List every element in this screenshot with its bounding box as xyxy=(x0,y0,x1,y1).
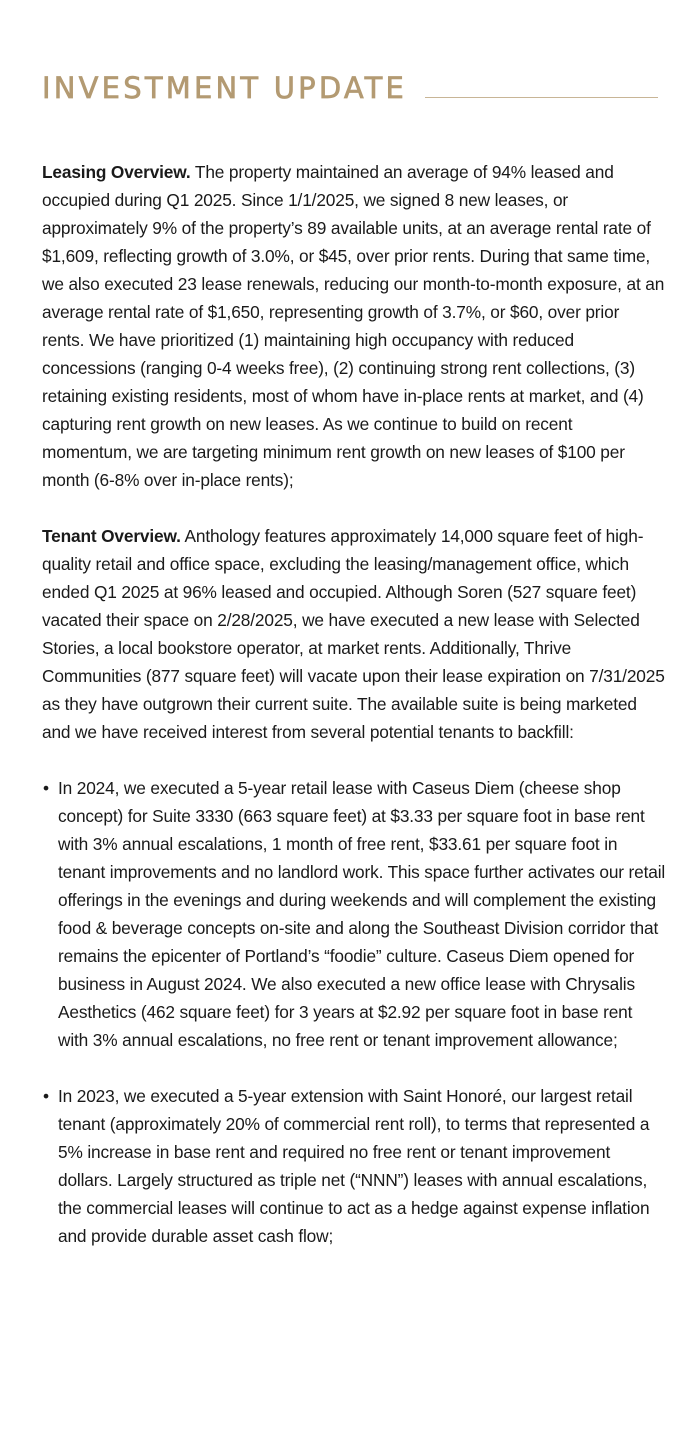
bullet-icon: • xyxy=(43,778,49,798)
page-header xyxy=(42,68,658,108)
leasing-overview-text: The property maintained an average of 94% leased and occupied during Q1 2025. Since 1/1/2025, we signed 8 new leases, or approximately 9% of the property’s 89 available units, at an average rental rate of $1,609, reflecting growth of 3.0%, or $45, over prior rents. During that same time, we also executed 23 lease renewals, reducing our month-to-month exposure, at an average rental rate of $1,650, representing growth of 3.7%, or $60, over prior rents. We have prioritized (1) maintaining high occupancy with reduced concessions (ranging 0-4 weeks free), (2) continuing strong rent collections, (3) retaining existing residents, most of whom have in-place rents at market, and (4) capturing rent growth on new leases. As we continue to build on recent momentum, we are targeting minimum rent growth on new leases of $100 per month (6-8% over in-place rents); xyxy=(42,162,665,490)
title-divider-rule xyxy=(425,97,658,98)
list-item xyxy=(42,1082,666,1250)
document-body xyxy=(42,158,666,1278)
tenant-overview-paragraph xyxy=(42,522,666,746)
bullet-icon: • xyxy=(43,1086,49,1106)
leasing-overview-label: Leasing Overview. xyxy=(42,162,191,182)
list-item-text: In 2024, we executed a 5-year retail lease with Caseus Diem (cheese shop concept) for Suite 3330 (663 square feet) at $3.33 per square foot in base rent with 3% annual escalations, 1 month of free rent, $33.61 per square foot in tenant improvements and no landlord work. This space further activates our retail offerings in the evenings and during weekends and will complement the existing food & beverage concepts on-site and along the Southeast Division corridor that remains the epicenter of Portland’s “foodie” culture. Caseus Diem opened for business in August 2024. We also executed a new office lease with Chrysalis Aesthetics (462 square feet) for 3 years at $2.92 per square foot in base rent with 3% annual escalations, no free rent or tenant improvement allowance; xyxy=(58,778,666,1050)
tenant-overview-text: Anthology features approximately 14,000 square feet of high-quality retail and office space, excluding the leasing/management office, which ended Q1 2025 at 96% leased and occupied. Although Soren (527 square feet) vacated their space on 2/28/2025, we have executed a new lease with Selected Stories, a local bookstore operator, at market rents. Additionally, Thrive Communities (877 square feet) will vacate upon their lease expiration on 7/31/2025 as they have outgrown their current suite. The available suite is being marketed and we have received interest from several potential tenants to backfill: xyxy=(42,526,665,742)
tenant-bullet-list xyxy=(42,774,666,1250)
leasing-overview-paragraph xyxy=(42,158,666,494)
page-title: INVESTMENT UPDATE xyxy=(42,71,408,105)
list-item xyxy=(42,774,666,1054)
tenant-overview-label: Tenant Overview. xyxy=(42,526,181,546)
list-item-text: In 2023, we executed a 5-year extension with Saint Honoré, our largest retail tenant (approximately 20% of commercial rent roll), to terms that represented a 5% increase in base rent and required no free rent or tenant improvement dollars. Largely structured as triple net (“NNN”) leases with annual escalations, the commercial leases will continue to act as a hedge against expense inflation and provide durable asset cash flow; xyxy=(58,1086,650,1246)
